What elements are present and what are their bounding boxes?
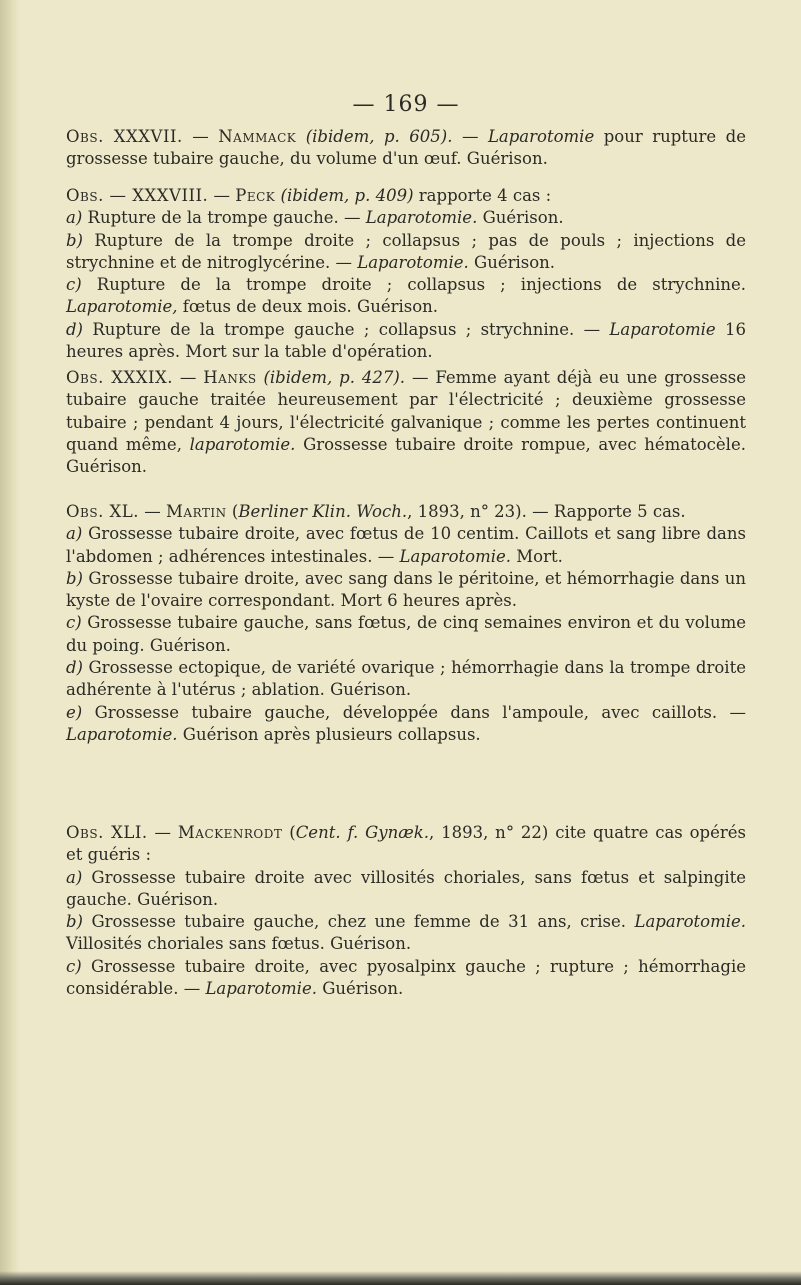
- case-item: [66, 612, 746, 657]
- observation-paragraph: Obs. — XXXVIII. — Peck (ibidem, p. 409) rapporte 4 cas :: [66, 186, 552, 205]
- case-operation: Laparotomie.: [634, 912, 746, 932]
- observation-paragraph: Obs. XXXVII. — Nammack (ibidem, p. 605). — Laparotomie pour rupture de grossesse tubaire gauche, du volume d'un œuf. Guérison.: [66, 127, 747, 169]
- case-text: Grossesse tubaire gauche, chez une femme de 31 ans, crise.: [91, 912, 627, 932]
- case-text: Grossesse tubaire droite, avec pyosalpinx gauche ; rupture ; hémorrhagie considérable. —: [66, 956, 746, 999]
- author-name: Hanks: [203, 368, 257, 387]
- case-letter: a): [66, 208, 83, 228]
- case-operation: Laparotomie.: [205, 979, 317, 999]
- case-tail: Mort.: [516, 546, 563, 566]
- case-letter: e): [66, 702, 83, 722]
- case-tail: fœtus de deux mois. Guérison.: [182, 297, 439, 317]
- author-name: Nammack: [218, 127, 297, 146]
- observation-xxxviii: [66, 185, 746, 363]
- case-operation: Laparotomie.: [66, 724, 178, 744]
- case-text: Rupture de la trompe gauche. —: [87, 208, 361, 228]
- observation-tail: Grossesse tubaire droite rompue, avec hématocèle. Guérison.: [66, 434, 746, 477]
- case-item: [66, 207, 746, 229]
- case-text: Rupture de la trompe gauche ; collapsus ; strychnine. —: [92, 319, 601, 339]
- author-name: Martin: [166, 502, 227, 521]
- reference: (ibidem, p. 427).: [263, 368, 406, 387]
- case-text: Grossesse tubaire droite avec villosités choriales, sans fœtus et salpingite gauche. Guérison.: [66, 867, 746, 909]
- case-letter: c): [66, 275, 82, 295]
- observation-label: Obs. — XXXVIII.: [66, 186, 209, 205]
- observation-xl: [66, 501, 746, 746]
- case-letter: a): [66, 867, 83, 887]
- case-letter: a): [66, 524, 83, 544]
- case-item: [66, 319, 746, 364]
- observation-label: Obs. XLI.: [66, 823, 148, 842]
- observation-label: Obs. XXXVII.: [66, 127, 183, 146]
- author-name: Peck: [235, 186, 276, 205]
- case-letter: c): [66, 956, 82, 976]
- operation: laparotomie.: [189, 434, 296, 454]
- case-text: Grossesse tubaire droite, avec fœtus de 10 centim. Caillots et sang libre dans l'abdomen ; adhérences intestinales. —: [66, 524, 746, 566]
- case-text: Rupture de la trompe droite ; collapsus ; pas de pouls ; injections de strychnine et de nitroglycérine. —: [66, 230, 747, 272]
- reference: (ibidem, p. 409): [280, 186, 414, 205]
- case-letter: b): [66, 230, 83, 250]
- case-tail: Villosités choriales sans fœtus. Guérison.: [66, 934, 412, 954]
- case-item: [66, 274, 746, 319]
- case-item: [66, 956, 746, 1001]
- observation-paragraph: Obs. XL. — Martin (Berliner Klin. Woch., 1893, n° 23). — Rapporte 5 cas.: [66, 502, 686, 521]
- author-name: Mackenrodt: [177, 823, 283, 842]
- reference: (Berliner Klin. Woch., 1893, n° 23).: [231, 502, 527, 521]
- case-item: [66, 702, 746, 747]
- case-operation: Laparotomie.: [365, 208, 478, 228]
- observation-text: rapporte 4 cas :: [418, 186, 552, 205]
- page-bottom-edge: [0, 1271, 801, 1285]
- operation: Laparotomie: [487, 127, 595, 146]
- observation-paragraph: Obs. XXXIX. — Hanks (ibidem, p. 427). — Femme ayant déjà eu une grossesse tubaire gauche traitée heureusement par l'électricité ; deuxième grossesse tubaire ; pendant 4 jours, l'électricité galvanique ; comme les pertes continuent quand même, laparotomie. Grossesse tubaire droite rompue, avec hématocèle. Guérison.: [66, 368, 747, 477]
- case-item: [66, 657, 746, 702]
- case-operation: Laparotomie.: [399, 546, 511, 566]
- case-letter: d): [66, 658, 83, 678]
- book-spine-shadow: [0, 0, 20, 1285]
- observation-text: Rapporte 5 cas.: [553, 502, 686, 521]
- page-number: — 169 —: [352, 92, 460, 117]
- case-letter: b): [66, 912, 83, 932]
- case-tail: Guérison.: [474, 252, 556, 272]
- observation-text: cite quatre cas opérés et guéris :: [66, 823, 747, 865]
- case-item: [66, 568, 746, 613]
- case-text: Rupture de la trompe droite ; collapsus ; injections de strychnine.: [96, 275, 746, 295]
- case-text: Grossesse ectopique, de variété ovarique ; hémorrhagie dans la trompe droite adhérente à l'utérus ; ablation. Guérison.: [66, 658, 746, 700]
- reference: (Cent. f. Gynæk., 1893, n° 22): [289, 823, 549, 842]
- observation-xli: [66, 822, 746, 1000]
- observation-label: Obs. XXXIX.: [66, 368, 173, 387]
- case-item: [66, 523, 746, 568]
- case-text: Grossesse tubaire gauche, sans fœtus, de cinq semaines environ et du volume du poing. Guérison.: [66, 613, 747, 655]
- observation-xxxix: [66, 367, 746, 478]
- case-tail: Guérison.: [482, 208, 564, 228]
- observation-xxxvii: [66, 126, 746, 171]
- case-operation: Laparotomie,: [66, 297, 178, 317]
- case-operation: Laparotomie.: [357, 252, 469, 272]
- case-letter: b): [66, 568, 83, 588]
- case-letter: d): [66, 319, 83, 339]
- case-operation: Laparotomie: [609, 319, 716, 339]
- case-item: [66, 867, 746, 912]
- observation-paragraph: Obs. XLI. — Mackenrodt (Cent. f. Gynæk., 1893, n° 22) cite quatre cas opérés et guéris :: [66, 823, 747, 865]
- case-item: [66, 911, 746, 956]
- observation-text: Femme ayant déjà eu une grossesse tubaire gauche traitée heureusement par l'électricité ; deuxième grossesse tubaire ; pendant 4 jours, l'électricité galvanique ; comme les pertes continuent quand même,: [66, 368, 747, 454]
- observation-label: Obs. XL.: [66, 502, 140, 521]
- case-letter: c): [66, 613, 82, 633]
- case-text: Grossesse tubaire gauche, développée dans l'ampoule, avec caillots. —: [94, 702, 746, 722]
- case-tail: 16 heures après. Mort sur la table d'opération.: [66, 319, 747, 362]
- case-item: [66, 230, 746, 275]
- observation-text: pour rupture de grossesse tubaire gauche, du volume d'un œuf. Guérison.: [66, 127, 747, 169]
- reference: (ibidem, p. 605).: [305, 127, 453, 146]
- case-tail: Guérison.: [322, 979, 404, 999]
- case-text: Grossesse tubaire droite, avec sang dans le péritoine, et hémorrhagie dans un kyste de l'ovaire correspondant. Mort 6 heures après.: [66, 568, 746, 611]
- case-tail: Guérison après plusieurs collapsus.: [182, 724, 481, 744]
